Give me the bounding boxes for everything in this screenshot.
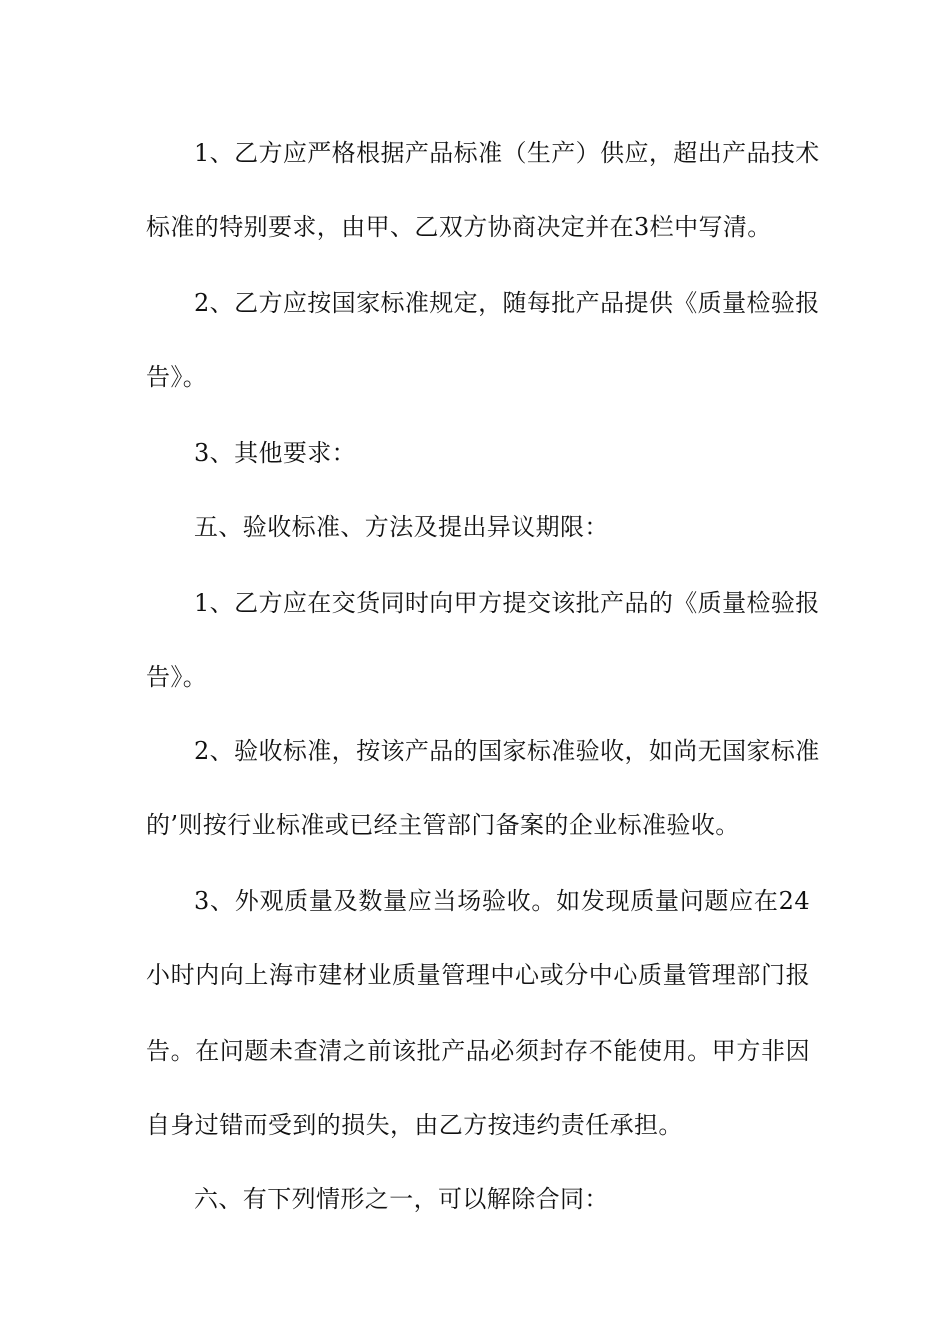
clause-5-3-line-2: 小时内向上海市建材业质量管理中心或分中心质量管理部门报 — [146, 961, 810, 989]
section-6-heading: 六、有下列情形之一，可以解除合同： — [194, 1185, 609, 1213]
clause-4-1-line-2: 标准的特别要求，由甲、乙双方协商决定并在3栏中写清。 — [146, 213, 772, 241]
clause-4-2-line-2: 告》。 — [146, 363, 208, 391]
clause-5-1-line-2: 告》。 — [146, 663, 208, 691]
clause-4-2-line-1: 2、乙方应按国家标准规定，随每批产品提供《质量检验报 — [194, 289, 820, 317]
section-5-heading: 五、验收标准、方法及提出异议期限： — [194, 513, 609, 541]
clause-5-3-line-1: 3、外观质量及数量应当场验收。如发现质量问题应在24 — [194, 887, 810, 915]
clause-5-2-line-2: 的’则按行业标准或已经主管部门备案的企业标准验收。 — [146, 811, 740, 839]
clause-5-3-line-4: 自身过错而受到的损失，由乙方按违约责任承担。 — [146, 1111, 683, 1139]
clause-4-3: 3、其他要求： — [194, 439, 357, 467]
clause-5-3-line-3: 告。在问题未查清之前该批产品必须封存不能使用。甲方非因 — [146, 1037, 810, 1065]
clause-5-1-line-1: 1、乙方应在交货同时向甲方提交该批产品的《质量检验报 — [194, 589, 820, 617]
clause-4-1-line-1: 1、乙方应严格根据产品标准（生产）供应，超出产品技术 — [194, 139, 820, 167]
clause-5-2-line-1: 2、验收标准，按该产品的国家标准验收，如尚无国家标准 — [194, 737, 820, 765]
